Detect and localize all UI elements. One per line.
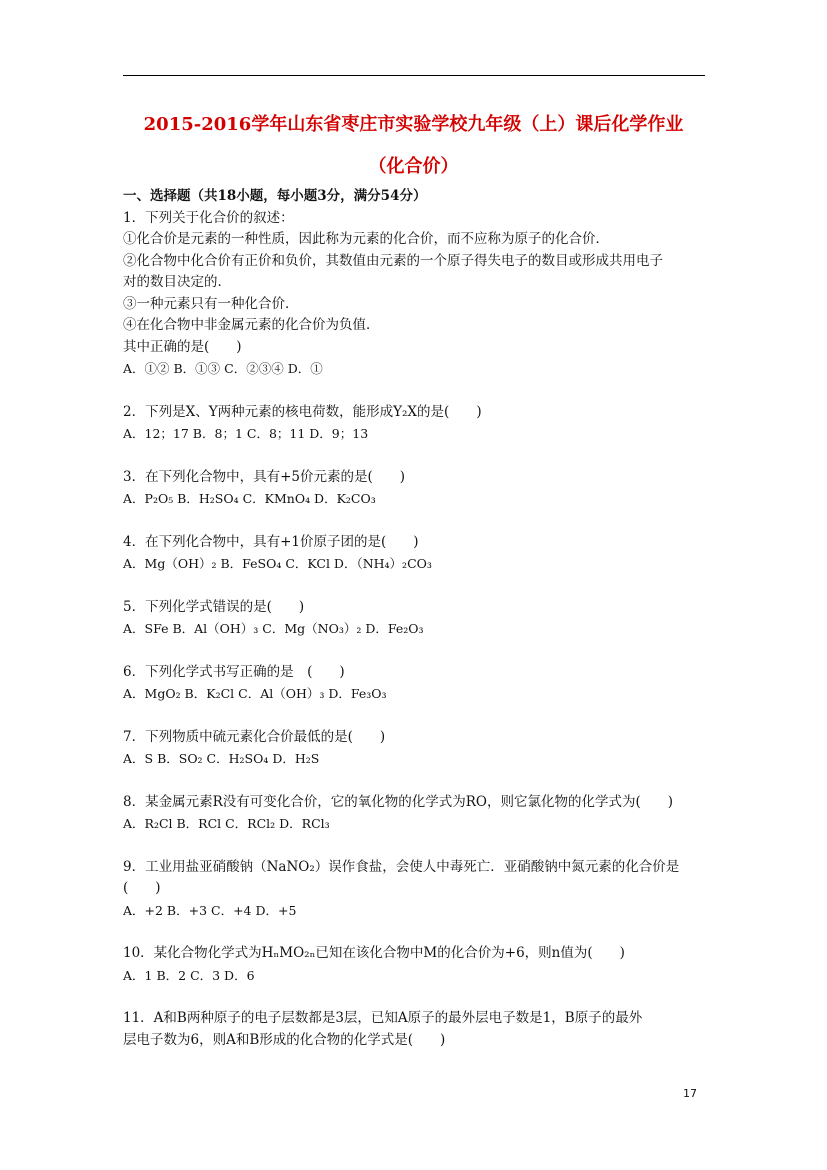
page-number: 17 (683, 1087, 697, 1100)
answer-options: A．1 B．2 C．3 D．6 (123, 967, 255, 983)
question-block (123, 943, 723, 986)
question-text: 1．下列关于化合价的叙述： (123, 209, 294, 226)
question-spacer (123, 640, 723, 662)
question-block (123, 402, 723, 445)
header-rule (123, 75, 705, 76)
question-block (123, 1008, 723, 1051)
answer-options: A．12；17 B．8；1 C．8；11 D．9；13 (123, 426, 369, 441)
question-spacer (123, 380, 723, 402)
answer-options: A．R₂Cl B．RCl C．RCl₂ D．RCl₃ (123, 816, 330, 831)
question-block (123, 467, 723, 510)
question-text: ④在化合物中非金属元素的化合价为负值． (123, 317, 380, 333)
answer-options: A．MgO₂ B．K₂Cl C．Al（OH）₃ D．Fe₃O₃ (123, 686, 387, 701)
answer-options: A．SFe B．Al（OH）₃ C．Mg（NO₃）₂ D．Fe₂O₃ (123, 621, 424, 636)
question-text: 5．下列化学式错误的是( ) (123, 598, 305, 615)
question-text: 6．下列化学式书写正确的是 ( ) (123, 663, 345, 680)
question-text: ( ) (123, 880, 161, 896)
question-list (123, 186, 723, 1051)
question-text: 3．在下列化合物中，具有+5价元素的是( ) (123, 468, 406, 485)
document-title: 2015-2016学年山东省枣庄市实验学校九年级（上）课后化学作业 (143, 114, 684, 135)
answer-options: A．Mg（OH）₂ B．FeSO₄ C．KCl D．（NH₄）₂CO₃ (123, 556, 432, 571)
question-block (123, 597, 723, 640)
question-spacer (123, 445, 723, 467)
question-text: 11．A和B两种原子的电子层数都是3层，已知A原子的最外层电子数是1，B原子的最外 (123, 1010, 643, 1026)
question-block (123, 857, 723, 922)
question-text: 8．某金属元素R没有可变化合价，它的氧化物的化学式为RO，则它氯化物的化学式为( ) (123, 793, 674, 810)
question-block (123, 792, 723, 835)
question-block (123, 532, 723, 575)
question-text: ①化合价是元素的一种性质，因此称为元素的化合价，而不应称为原子的化合价． (123, 231, 609, 247)
question-spacer (123, 921, 723, 943)
question-text: 7．下列物质中硫元素化合价最低的是( ) (123, 728, 386, 745)
answer-options: A．S B．SO₂ C．H₂SO₄ D．H₂S (123, 751, 320, 766)
question-text: ③一种元素只有一种化合价． (123, 295, 299, 312)
question-spacer (123, 575, 723, 597)
question-block (123, 727, 723, 770)
answer-options: A．P₂O₅ B．H₂SO₄ C．KMnO₄ D．K₂CO₃ (123, 491, 376, 506)
question-text: 10．某化合物化学式为HₙMO₂ₙ已知在该化合物中M的化合价为+6，则n值为( ) (123, 945, 625, 961)
question-text: 层电子数为6，则A和B形成的化合物的化学式是( ) (123, 1031, 446, 1048)
question-spacer (123, 835, 723, 857)
section-heading: 一、选择题（共18小题，每小题3分，满分54分） (123, 188, 427, 204)
question-text: 对的数目决定的． (123, 274, 231, 290)
question-text: 4．在下列化合物中，具有+1价原子团的是( ) (123, 533, 419, 550)
question-spacer (123, 770, 723, 792)
question-spacer (123, 510, 723, 532)
question-spacer (123, 986, 723, 1008)
answer-options: A．+2 B．+3 C．+4 D．+5 (123, 902, 297, 918)
document-subtitle: （化合价） (368, 156, 459, 177)
answer-options: A．①② B．①③ C．②③④ D．① (123, 361, 323, 376)
question-block (123, 662, 723, 705)
question-text: ②化合物中化合价有正价和负价，其数值由元素的一个原子得失电子的数目或形成共用电子 (123, 252, 663, 269)
question-text: 其中正确的是( ) (123, 338, 242, 355)
question-block (123, 208, 723, 380)
question-spacer (123, 705, 723, 727)
question-text: 9．工业用盐亚硝酸钠（NaNO₂）误作食盐，会使人中毒死亡．亚硝酸钠中氮元素的化合价是 (123, 858, 680, 875)
question-text: 2．下列是X、Y两种元素的核电荷数，能形成Y₂X的是( ) (123, 403, 482, 420)
questions-container (123, 208, 723, 1052)
